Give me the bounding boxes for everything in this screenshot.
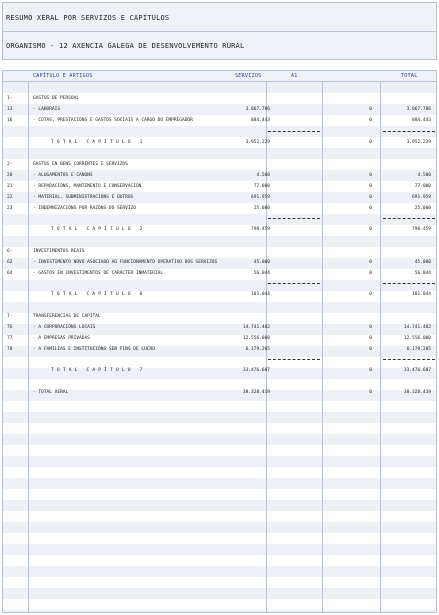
table-row bbox=[3, 170, 436, 181]
table-header bbox=[3, 71, 436, 82]
row-total: 56.044 bbox=[414, 271, 431, 276]
row-second-amount: 0 bbox=[369, 173, 372, 178]
row-a1-amount: 691.959 bbox=[251, 195, 270, 200]
row-second-amount: 0 bbox=[369, 195, 372, 200]
row-description: - COTAS, PRESTACIÓNS E GASTOS SOCIAIS A CARGO DO EMPREGADOR bbox=[33, 118, 193, 123]
row-a1-amount: 12.556.000 bbox=[242, 336, 270, 341]
subtotal-rule bbox=[268, 218, 320, 219]
table-row bbox=[3, 246, 436, 257]
chapter-total-row bbox=[3, 224, 436, 235]
row-second-amount: 0 bbox=[369, 336, 372, 341]
row-description: - INDEMNIZACIÓNS POR RAZÓNS DO SERVIZO bbox=[33, 206, 136, 211]
row-second-amount: 0 bbox=[369, 118, 372, 123]
report-title: RESUMO XERAL POR SERVIZOS E CAPÍTULOS bbox=[2, 2, 437, 32]
row-total: 38.328.419 bbox=[403, 390, 431, 395]
row-total: 77.000 bbox=[414, 184, 431, 189]
row-code: 64 bbox=[7, 271, 13, 276]
table-row bbox=[3, 203, 436, 214]
row-total: 6.179.205 bbox=[406, 347, 431, 352]
chapter-total-row bbox=[3, 137, 436, 148]
row-code: 78 bbox=[7, 347, 13, 352]
row-description: - ALUGAMENTOS E CANONS bbox=[33, 173, 93, 178]
row-code: 22 bbox=[7, 195, 13, 200]
row-second-amount: 0 bbox=[369, 227, 372, 232]
table-row bbox=[3, 93, 436, 104]
chapter-total-row bbox=[3, 365, 436, 376]
header-a1: A1 bbox=[291, 73, 298, 79]
row-second-amount: 0 bbox=[369, 140, 372, 145]
header-services: SERVIZOS bbox=[235, 73, 262, 79]
row-description: - A FAMILIAS E INSTITUCIÓNS SEN FINS DE LUCRO bbox=[33, 347, 155, 352]
row-code: 2- bbox=[7, 162, 13, 167]
row-second-amount: 0 bbox=[369, 107, 372, 112]
chapter-total-label: TOTAL CAPÍTULO 7 bbox=[51, 368, 146, 373]
table-row bbox=[3, 115, 436, 126]
row-second-amount: 0 bbox=[369, 206, 372, 211]
row-code: 23 bbox=[7, 206, 13, 211]
row-second-amount: 0 bbox=[369, 260, 372, 265]
row-total: 12.556.000 bbox=[403, 336, 431, 341]
row-code: 77 bbox=[7, 336, 13, 341]
row-a1-amount: 3.067.786 bbox=[245, 107, 270, 112]
budget-table bbox=[2, 70, 437, 613]
table-row bbox=[3, 322, 436, 333]
row-total: 798.459 bbox=[412, 227, 431, 232]
table-row bbox=[3, 268, 436, 279]
header-total: TOTAL bbox=[401, 73, 418, 79]
row-code: 20 bbox=[7, 173, 13, 178]
row-a1-amount: 45.000 bbox=[253, 260, 270, 265]
row-second-amount: 0 bbox=[369, 347, 372, 352]
row-total: 101.044 bbox=[412, 292, 431, 297]
row-description: GASTOS EN BENS CORRENTES E SERVIZOS bbox=[33, 162, 128, 167]
row-total: 25.000 bbox=[414, 206, 431, 211]
subtotal-rule bbox=[383, 218, 435, 219]
row-description: - GASTOS EN INVESTIMENTOS DE CARÁCTER INMATERIAL bbox=[33, 271, 164, 276]
row-description: - MATERIAL, SUBMINISTRACIÓNS E OUTROS bbox=[33, 195, 134, 200]
row-description: - LABORAIS bbox=[33, 107, 61, 112]
table-row bbox=[3, 181, 436, 192]
table-row bbox=[3, 192, 436, 203]
table-row bbox=[3, 344, 436, 355]
row-a1-amount: 33.476.687 bbox=[242, 368, 270, 373]
subtotal-rule bbox=[268, 131, 320, 132]
row-code: 76 bbox=[7, 325, 13, 330]
row-total: 691.959 bbox=[412, 195, 431, 200]
table-row bbox=[3, 333, 436, 344]
subtotal-rule bbox=[383, 359, 435, 360]
subtotal-rule bbox=[268, 283, 320, 284]
row-code: 1- bbox=[7, 96, 13, 101]
row-code: 13 bbox=[7, 107, 13, 112]
row-description: - A EMPRESAS PRIVADAS bbox=[33, 336, 90, 341]
row-a1-amount: 3.952.229 bbox=[245, 140, 270, 145]
grand-total-row bbox=[3, 387, 436, 398]
subtotal-rule bbox=[383, 283, 435, 284]
table-row bbox=[3, 159, 436, 170]
row-second-amount: 0 bbox=[369, 325, 372, 330]
row-total: 45.000 bbox=[414, 260, 431, 265]
row-a1-amount: 6.179.205 bbox=[245, 347, 270, 352]
table-row bbox=[3, 257, 436, 268]
row-description: - A CORPORACIÓNS LOCAIS bbox=[33, 325, 96, 330]
row-code: 21 bbox=[7, 184, 13, 189]
row-a1-amount: 884.443 bbox=[251, 118, 270, 123]
chapter-total-label: TOTAL CAPÍTULO 2 bbox=[51, 227, 146, 232]
table-row bbox=[3, 104, 436, 115]
row-description: INVESTIMENTOS REAIS bbox=[33, 249, 85, 254]
row-second-amount: 0 bbox=[369, 292, 372, 297]
row-a1-amount: 14.741.482 bbox=[242, 325, 270, 330]
chapter-total-label: TOTAL CAPÍTULO 1 bbox=[51, 140, 146, 145]
chapter-total-row bbox=[3, 289, 436, 300]
row-total: 3.067.786 bbox=[406, 107, 431, 112]
row-a1-amount: 38.328.419 bbox=[242, 390, 270, 395]
row-description: GASTOS DE PERSOAL bbox=[33, 96, 80, 101]
row-code: 6- bbox=[7, 249, 13, 254]
row-total: 4.500 bbox=[417, 173, 431, 178]
row-second-amount: 0 bbox=[369, 390, 372, 395]
row-description: TRANSFERENCIAS DE CAPITAL bbox=[33, 314, 101, 319]
row-a1-amount: 101.044 bbox=[251, 292, 270, 297]
row-second-amount: 0 bbox=[369, 271, 372, 276]
row-code: 62 bbox=[7, 260, 13, 265]
row-total: 14.741.482 bbox=[403, 325, 431, 330]
grand-total-label: - TOTAL XERAL bbox=[33, 390, 69, 395]
row-total: 3.952.229 bbox=[406, 140, 431, 145]
organism-line: ORGANISMO - 12 AXENCIA GALEGA DE DESENVOLVEMENTO RURAL bbox=[2, 32, 437, 60]
row-total: 33.476.687 bbox=[403, 368, 431, 373]
row-a1-amount: 25.000 bbox=[253, 206, 270, 211]
table-row bbox=[3, 311, 436, 322]
row-code: 16 bbox=[7, 118, 13, 123]
row-description: - REPARACIÓNS, MANTEMENTO E CONSERVACIÓN bbox=[33, 184, 142, 189]
row-a1-amount: 4.500 bbox=[256, 173, 270, 178]
subtotal-rule bbox=[268, 359, 320, 360]
row-a1-amount: 77.000 bbox=[253, 184, 270, 189]
header-chapters-articles: CAPÍTULO E ARTIGOS bbox=[33, 73, 93, 79]
row-total: 884.443 bbox=[412, 118, 431, 123]
row-code: 7- bbox=[7, 314, 13, 319]
row-a1-amount: 56.044 bbox=[253, 271, 270, 276]
row-a1-amount: 798.459 bbox=[251, 227, 270, 232]
chapter-total-label: TOTAL CAPÍTULO 6 bbox=[51, 292, 146, 297]
subtotal-rule bbox=[383, 131, 435, 132]
row-second-amount: 0 bbox=[369, 368, 372, 373]
row-second-amount: 0 bbox=[369, 184, 372, 189]
row-description: - INVESTIMENTO NOVO ASOCIADO AO FUNCIONAMENTO OPERATIVO DOS SERVIZOS bbox=[33, 260, 218, 265]
